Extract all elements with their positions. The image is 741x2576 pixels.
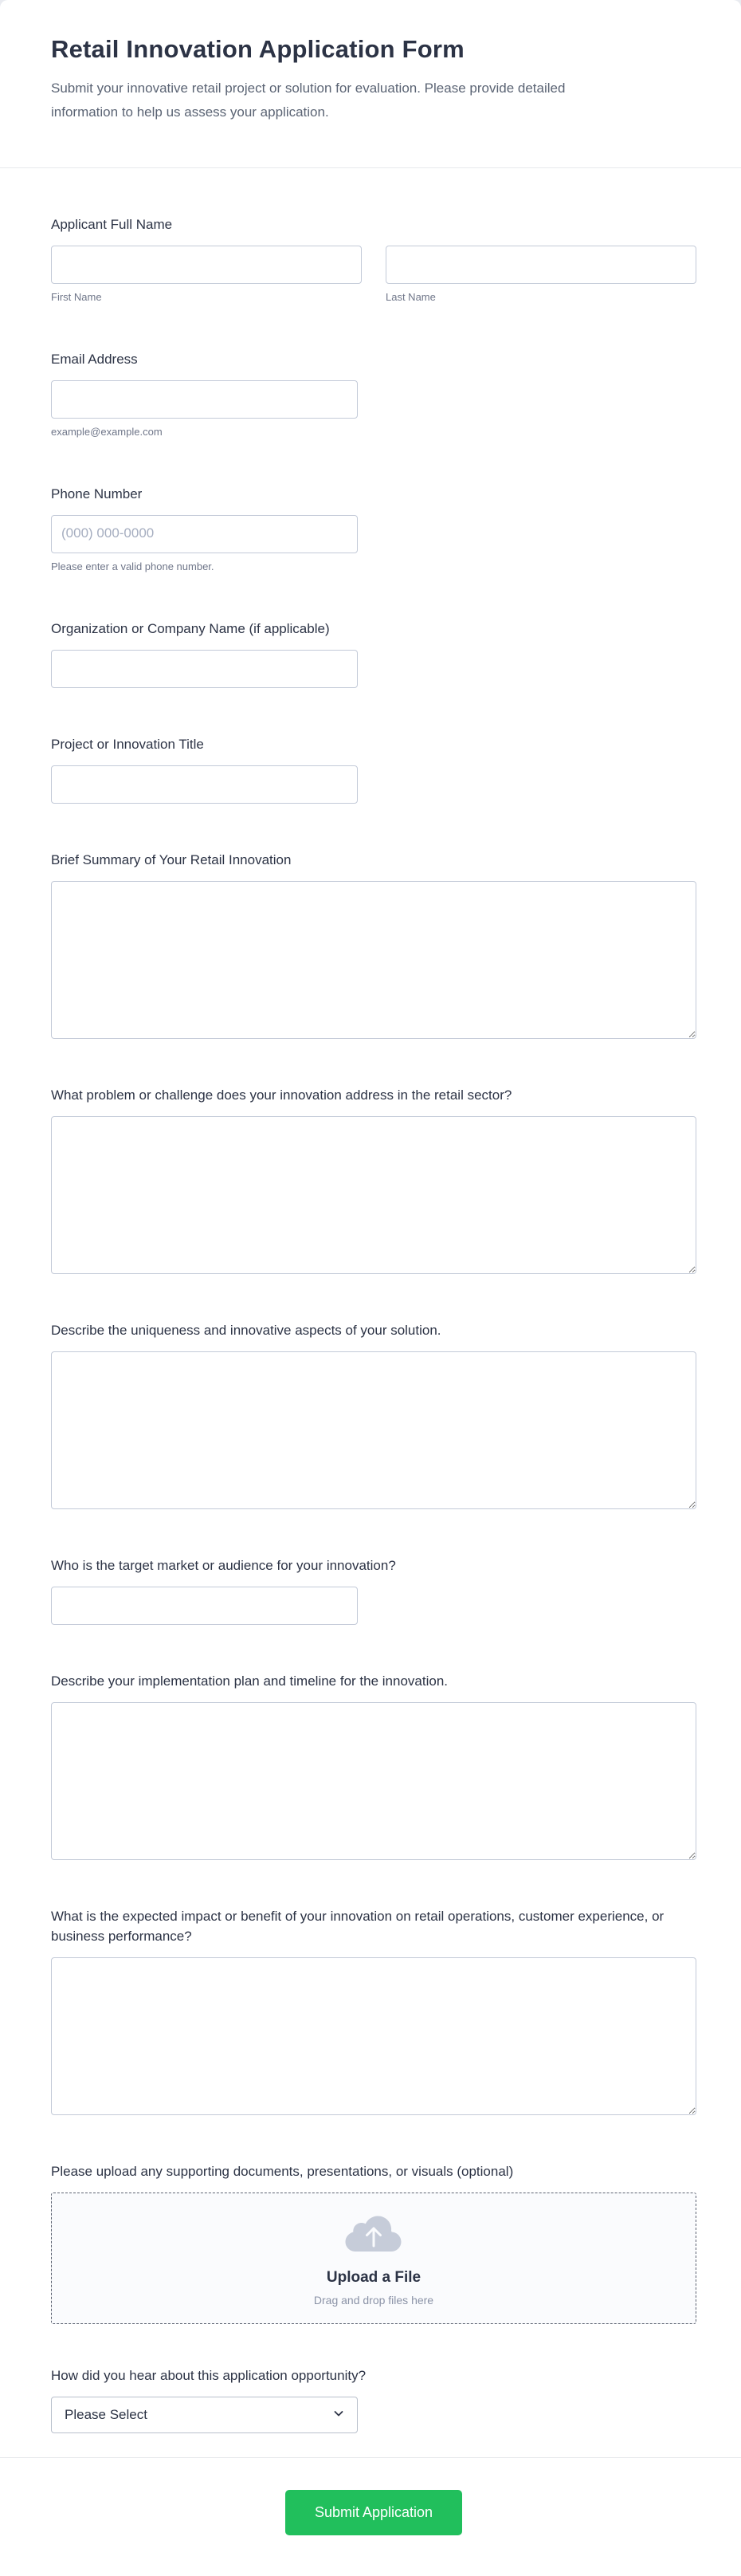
footer xyxy=(51,2458,696,2576)
file-upload-dropzone[interactable] xyxy=(51,2193,696,2324)
email-input[interactable] xyxy=(51,380,358,419)
full-name-label: Applicant Full Name xyxy=(51,217,173,232)
last-name-input[interactable] xyxy=(386,246,696,284)
email-helper: example@example.com xyxy=(51,426,163,438)
question-problem xyxy=(51,1085,696,1274)
implementation-label: Describe your implementation plan and timeline for the innovation. xyxy=(51,1673,448,1689)
question-full-name xyxy=(51,214,696,303)
uniqueness-label: Describe the uniqueness and innovative aspects of your solution. xyxy=(51,1323,441,1338)
upload-label: Please upload any supporting documents, presentations, or visuals (optional) xyxy=(51,2164,514,2179)
question-brief-summary xyxy=(51,850,696,1039)
email-label: Email Address xyxy=(51,352,138,367)
last-name-sublabel: Last Name xyxy=(386,291,436,303)
submit-application-button[interactable]: Submit Application xyxy=(285,2490,462,2535)
target-market-label: Who is the target market or audience for your innovation? xyxy=(51,1558,396,1573)
uniqueness-textarea[interactable] xyxy=(51,1351,696,1509)
target-market-input[interactable] xyxy=(51,1587,358,1625)
question-target-market xyxy=(51,1555,696,1625)
problem-label: What problem or challenge does your innovation address in the retail sector? xyxy=(51,1087,512,1103)
project-title-input[interactable] xyxy=(51,765,358,804)
last-name-col xyxy=(386,246,696,303)
first-name-input[interactable] xyxy=(51,246,362,284)
organization-label: Organization or Company Name (if applicable) xyxy=(51,621,330,636)
question-upload xyxy=(51,2161,696,2324)
cloud-upload-icon xyxy=(344,2211,403,2259)
question-impact xyxy=(51,1906,696,2115)
form-header xyxy=(0,0,741,168)
impact-label: What is the expected impact or benefit of your innovation on retail operations, customer experience, or business performance? xyxy=(51,1909,665,1944)
phone-helper: Please enter a valid phone number. xyxy=(51,560,214,572)
brief-summary-label: Brief Summary of Your Retail Innovation xyxy=(51,852,292,867)
hear-about-select[interactable] xyxy=(51,2397,358,2433)
impact-textarea[interactable] xyxy=(51,1957,696,2115)
select-value: Please Select xyxy=(65,2407,147,2422)
page-title: Retail Innovation Application Form xyxy=(51,35,465,63)
phone-label: Phone Number xyxy=(51,486,143,501)
phone-input[interactable] xyxy=(51,515,358,553)
question-phone xyxy=(51,484,696,572)
page-subtitle: Submit your innovative retail project or solution for evaluation. Please provide detailed information to help us assess your application. xyxy=(51,81,566,120)
upload-hint: Drag and drop files here xyxy=(313,2293,434,2307)
first-name-sublabel: First Name xyxy=(51,291,102,303)
brief-summary-textarea[interactable] xyxy=(51,881,696,1039)
problem-textarea[interactable] xyxy=(51,1116,696,1274)
project-title-label: Project or Innovation Title xyxy=(51,737,204,752)
question-organization xyxy=(51,619,696,688)
organization-input[interactable] xyxy=(51,650,358,688)
chevron-down-icon xyxy=(333,2408,344,2423)
first-name-col xyxy=(51,246,362,303)
upload-title: Upload a File xyxy=(326,2268,421,2286)
full-name-row xyxy=(51,246,696,303)
question-hear-about xyxy=(51,2366,696,2433)
question-email xyxy=(51,349,696,438)
question-implementation xyxy=(51,1671,696,1860)
implementation-textarea[interactable] xyxy=(51,1702,696,1860)
hear-about-label: How did you hear about this application opportunity? xyxy=(51,2368,367,2383)
form-body xyxy=(0,168,741,2576)
question-project-title xyxy=(51,734,696,804)
question-uniqueness xyxy=(51,1320,696,1509)
